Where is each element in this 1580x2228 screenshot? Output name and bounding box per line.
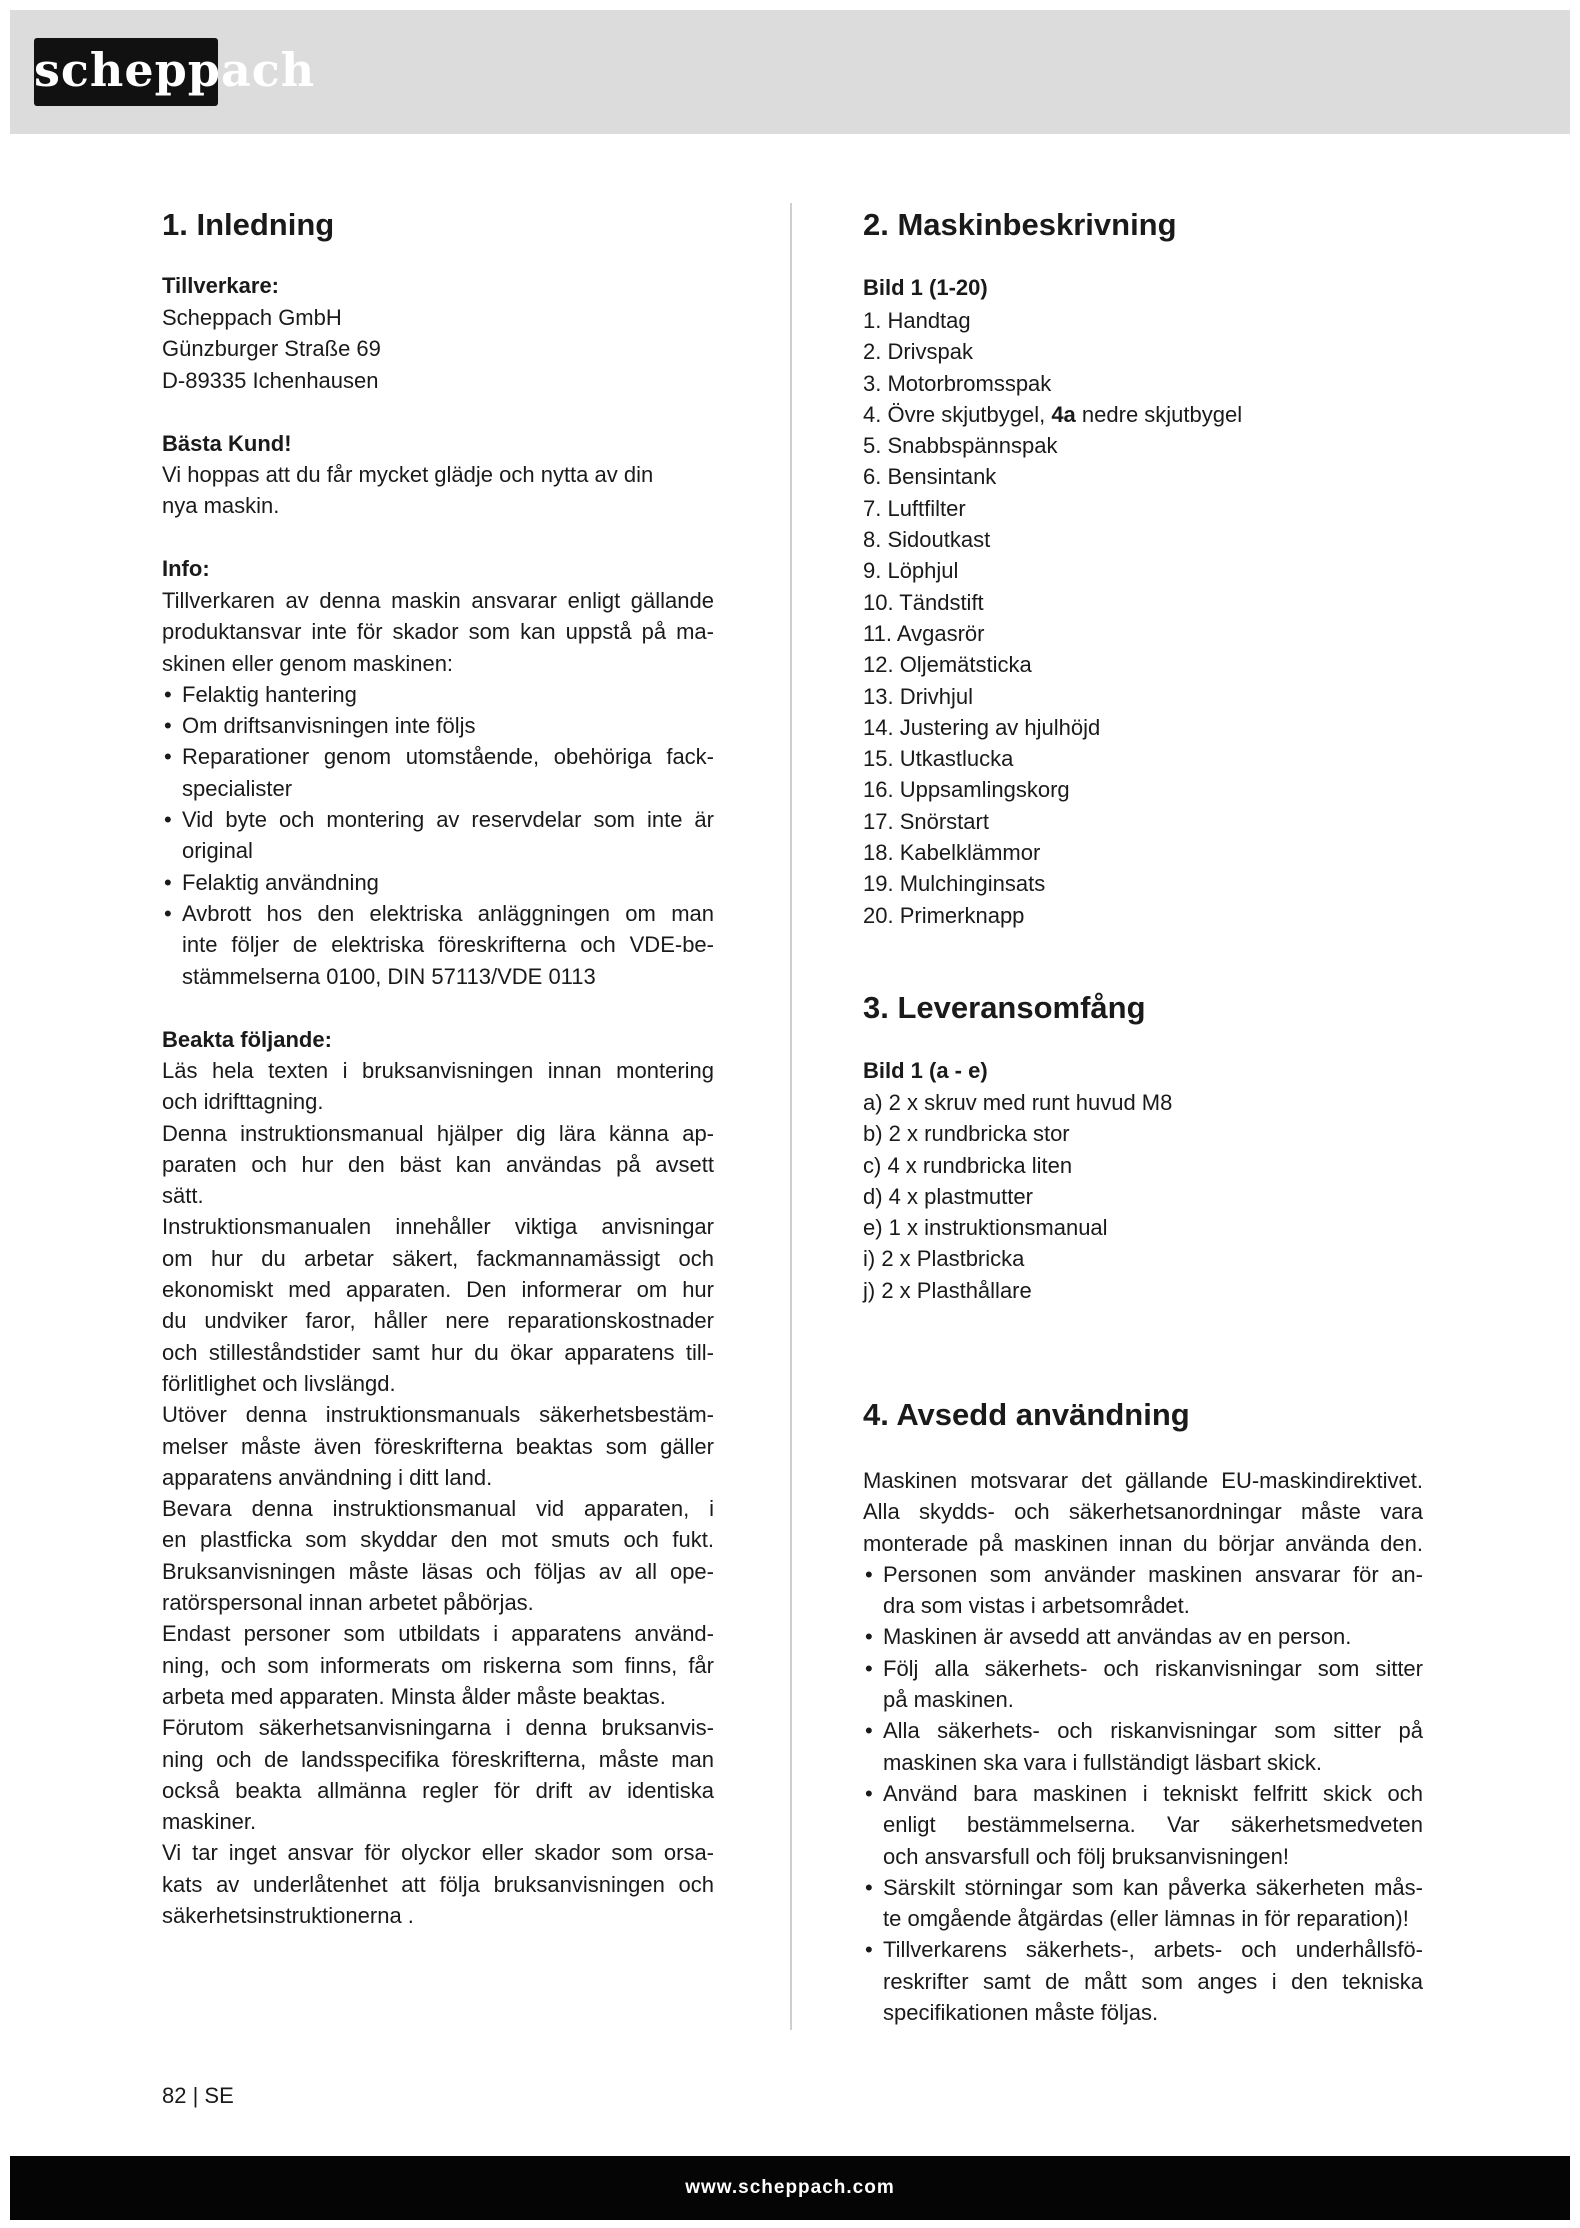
text-line: Bevara denna instruktionsmanual vid apparaten, i — [162, 1496, 714, 1522]
figure-label-description: Bild 1 (1-20) — [863, 275, 988, 300]
section-title-delivery: 3. Leveransomfång — [863, 990, 1146, 1025]
text-line: och idrifttagning. — [162, 1089, 324, 1115]
text-line: Maskinen motsvarar det gällande EU-maskindirektivet. — [863, 1468, 1423, 1493]
text-line: ning, och som informerats om riskerna som finns, får — [162, 1652, 714, 1678]
text-line: Endast personer som utbildats i apparatens använd- — [162, 1621, 714, 1647]
text-line: • Vid byte och montering av reservdelar som inte är — [182, 807, 714, 833]
list-item: b) 2 x rundbricka stor — [863, 1121, 1070, 1147]
text-line: ratörspersonal innan arbetet påbörjas. — [162, 1590, 534, 1616]
section-title-description: 2. Maskinbeskrivning — [863, 207, 1177, 242]
list-item: 19. Mulchinginsats — [863, 871, 1046, 897]
list-item — [162, 804, 714, 867]
text-line: • Felaktig hantering — [182, 681, 357, 707]
list-item: 10. Tändstift — [863, 589, 984, 615]
text-line: Tillverkaren av denna maskin ansvarar enligt gällande — [162, 588, 714, 613]
greeting-text — [162, 459, 714, 522]
list-item: 5. Snabbspännspak — [863, 433, 1058, 459]
text-line: ning och de landsspecifika föreskrifterna, måste man — [162, 1746, 714, 1772]
list-item: 13. Drivhjul — [863, 683, 974, 709]
text-line: • Använd bara maskinen i tekniskt felfritt skick och — [883, 1780, 1423, 1806]
text-line: • Personen som använder maskinen ansvarar för an- — [883, 1561, 1423, 1587]
list-item: 2. Drivspak — [863, 339, 974, 365]
list-item: 7. Luftfilter — [863, 495, 966, 521]
text-line: original — [182, 838, 253, 864]
list-item: i) 2 x Plastbricka — [863, 1246, 1025, 1272]
text-line: en plastficka som skyddar den mot smuts och fukt. — [162, 1527, 714, 1553]
figure-label-delivery: Bild 1 (a - e) — [863, 1058, 988, 1083]
text-line: apparatens användning i ditt land. — [162, 1464, 493, 1490]
list-item: 3. Motorbromsspak — [863, 370, 1052, 396]
text-line: på maskinen. — [883, 1687, 1014, 1713]
text-line: reskrifter samt de mått som anges i den tekniska — [883, 1968, 1423, 1994]
list-item — [162, 898, 714, 992]
text-line: Denna instruktionsmanual hjälper dig lära känna ap- — [162, 1120, 714, 1146]
list-item — [162, 710, 714, 741]
text-line: melser måste även föreskrifterna beaktas som gäller — [162, 1433, 714, 1459]
text-line: maskiner. — [162, 1809, 257, 1835]
text-line: stämmelserna 0100, DIN 57113/VDE 0113 — [182, 963, 596, 989]
list-item — [863, 1715, 1423, 1778]
text-line: • Reparationer genom utomstående, obehöriga fack- — [182, 744, 714, 770]
list-item — [162, 867, 714, 898]
info-label: Info: — [162, 556, 210, 581]
item-text: nedre skjutbygel — [1075, 401, 1243, 427]
text-line: kats av underlåtenhet att följa bruksanvisningen och — [162, 1871, 714, 1897]
text-line: paraten och hur den bäst kan användas på avsett — [162, 1151, 714, 1177]
list-item: 6. Bensintank — [863, 464, 997, 490]
address-line: Günzburger Straße 69 — [162, 336, 381, 362]
list-item: 17. Snörstart — [863, 808, 989, 834]
list-item — [863, 1621, 1423, 1652]
page-number: 82 | SE — [162, 2083, 234, 2108]
item-text: 4. Övre skjutbygel, — [863, 401, 1052, 427]
list-item: 1. Handtag — [863, 308, 971, 333]
list-item — [162, 679, 714, 710]
text-line: och stilleståndstider samt hur du ökar apparatens till- — [162, 1339, 714, 1365]
list-item: 12. Oljemätsticka — [863, 652, 1032, 678]
intended-use-text — [863, 1465, 1423, 2028]
text-line: Förutom säkerhetsanvisningarna i denna bruksanvis- — [162, 1715, 714, 1741]
text-line: • Tillverkarens säkerhets-, arbets- och underhållsfö- — [883, 1937, 1423, 1963]
text-line: arbeta med apparaten. Minsta ålder måste beaktas. — [162, 1683, 666, 1709]
list-item: j) 2 x Plasthållare — [863, 1277, 1032, 1303]
text-line: Vi tar inget ansvar för olyckor eller skador som orsa- — [162, 1840, 714, 1866]
text-line: skinen eller genom maskinen: — [162, 650, 454, 676]
text-line: och ansvarsfull och följ bruksanvisningen! — [883, 1843, 1290, 1869]
column-divider — [790, 203, 792, 2030]
text-line: • Felaktig användning — [182, 869, 379, 895]
list-item: a) 2 x skruv med runt huvud M8 — [863, 1090, 1173, 1115]
list-item: 14. Justering av hjulhöjd — [863, 714, 1101, 740]
list-item — [863, 399, 1423, 430]
text-line: • Alla säkerhets- och riskanvisningar som sitter på — [883, 1718, 1423, 1744]
text-line: Läs hela texten i bruksanvisningen innan montering — [162, 1058, 714, 1083]
text-line: om hur du arbetar säkert, fackmannamässigt och — [162, 1245, 714, 1271]
text-line: specialister — [182, 775, 293, 801]
scheppach-logo: scheppach — [34, 38, 218, 106]
manufacturer-address — [162, 302, 381, 396]
list-item — [863, 1872, 1423, 1935]
greeting-label: Bästa Kund! — [162, 431, 292, 456]
text-line: nya maskin. — [162, 493, 280, 519]
list-item: 20. Primerknapp — [863, 902, 1025, 928]
text-line: Vi hoppas att du får mycket glädje och nytta av din — [162, 462, 654, 487]
section-title-intended-use: 4. Avsedd användning — [863, 1397, 1190, 1432]
text-line: Utöver denna instruktionsmanuals säkerhetsbestäm- — [162, 1402, 714, 1428]
list-item: 16. Uppsamlingskorg — [863, 777, 1070, 803]
address-line: Scheppach GmbH — [162, 305, 342, 330]
footer-website: www.scheppach.com — [10, 2156, 1570, 2220]
text-line: sätt. — [162, 1183, 204, 1209]
list-item: c) 4 x rundbricka liten — [863, 1152, 1073, 1178]
text-line: Alla skydds- och säkerhetsanordningar måste vara — [863, 1499, 1423, 1525]
list-item — [162, 741, 714, 804]
list-item: 18. Kabelklämmor — [863, 840, 1041, 866]
liability-list — [162, 679, 714, 992]
list-item — [863, 1653, 1423, 1716]
text-line: dra som vistas i arbetsområdet. — [883, 1593, 1190, 1619]
list-item: 8. Sidoutkast — [863, 527, 991, 553]
list-item — [863, 1934, 1423, 2028]
list-item — [863, 1778, 1423, 1872]
list-item: 11. Avgasrör — [863, 620, 985, 646]
list-item: 15. Utkastlucka — [863, 746, 1014, 772]
list-item: 9. Löphjul — [863, 558, 959, 584]
text-line: förlitlighet och livslängd. — [162, 1370, 396, 1396]
text-line: • Avbrott hos den elektriska anläggningen om man — [182, 900, 714, 926]
list-item: e) 1 x instruktionsmanual — [863, 1215, 1108, 1241]
section-title-intro: 1. Inledning — [162, 207, 335, 242]
text-line: ekonomiskt med apparaten. Den informerar om hur — [162, 1277, 714, 1303]
parts-list — [863, 305, 1423, 931]
text-line: • Följ alla säkerhets- och riskanvisningar som sitter — [883, 1655, 1423, 1681]
notice-text — [162, 1055, 714, 1931]
notice-label: Beakta följande: — [162, 1027, 332, 1052]
address-line: D-89335 Ichenhausen — [162, 367, 379, 393]
item-bold-text: 4a — [1051, 401, 1076, 427]
text-line: också beakta allmänna regler för drift av identiska — [162, 1777, 714, 1803]
text-line: säkerhetsinstruktionerna . — [162, 1903, 414, 1929]
text-line: Instruktionsmanualen innehåller viktiga anvisningar — [162, 1214, 714, 1240]
text-line: produktansvar inte för skador som kan uppstå på ma- — [162, 619, 714, 645]
intended-use-list — [863, 1559, 1423, 2028]
text-line: specifikationen måste följas. — [883, 2000, 1159, 2026]
list-item: d) 4 x plastmutter — [863, 1183, 1033, 1209]
list-item — [863, 1559, 1423, 1622]
text-line: inte följer de elektriska föreskrifterna och VDE-be- — [182, 932, 714, 958]
info-text — [162, 585, 714, 992]
text-line: te omgående åtgärdas (eller lämnas in för reparation)! — [883, 1906, 1409, 1932]
text-line: monterade på maskinen innan du börjar använda den. — [863, 1530, 1423, 1556]
text-line: Bruksanvisningen måste läsas och följas av all ope- — [162, 1558, 714, 1584]
delivery-list — [863, 1087, 1423, 1306]
text-line: • Maskinen är avsedd att användas av en person. — [883, 1624, 1352, 1650]
text-line: maskinen ska vara i fullständigt läsbart skick. — [883, 1749, 1322, 1775]
text-line: • Särskilt störningar som kan påverka säkerheten mås- — [883, 1874, 1423, 1900]
manufacturer-label: Tillverkare: — [162, 273, 280, 298]
text-line: enligt bestämmelserna. Var säkerhetsmedveten — [883, 1812, 1423, 1838]
text-line: • Om driftsanvisningen inte följs — [182, 713, 476, 739]
text-line: du undviker faror, håller nere reparationskostnader — [162, 1308, 714, 1334]
